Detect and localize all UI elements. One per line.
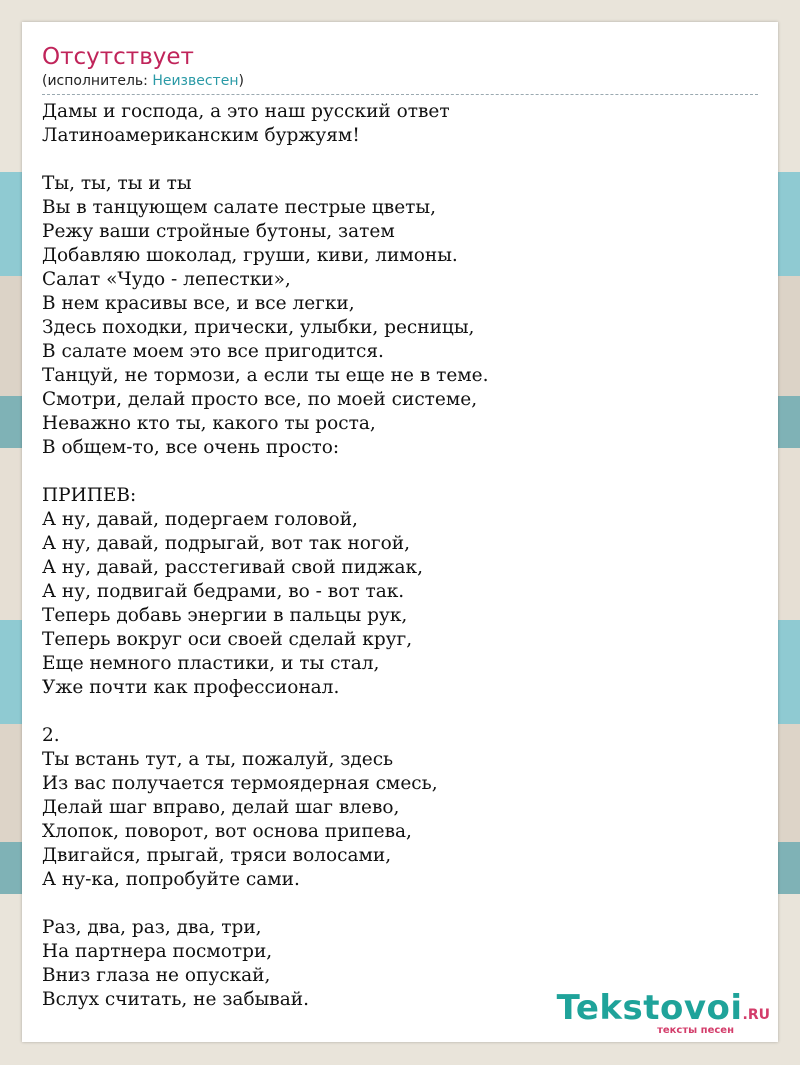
lyric-line: Еще немного пластики, и ты стал, (42, 653, 380, 674)
lyrics-text (42, 100, 758, 1012)
lyric-line (42, 892, 758, 916)
lyric-line: В общем-то, все очень просто: (42, 437, 340, 458)
lyric-line (42, 460, 758, 484)
artist-suffix: ) (238, 73, 244, 89)
lyric-line: Танцуй, не тормози, а если ты еще не в теме. (42, 365, 489, 386)
lyric-line: Из вас получается термоядерная смесь, (42, 773, 438, 794)
lyric-line: Ты встань тут, а ты, пожалуй, здесь (42, 749, 394, 770)
lyric-line (42, 700, 758, 724)
lyric-line: А ну, подвигай бедрами, во - вот так. (42, 581, 405, 602)
lyric-line: ПРИПЕВ: (42, 485, 137, 506)
artist-prefix: (исполнитель: (42, 73, 153, 89)
lyric-line (42, 148, 758, 172)
lyric-line: А ну-ка, попробуйте сами. (42, 869, 300, 890)
lyric-line: Латиноамериканским буржуям! (42, 125, 360, 146)
logo-tagline: тексты песен (657, 1025, 734, 1036)
lyric-line: Добавляю шоколад, груши, киви, лимоны. (42, 245, 458, 266)
lyric-line: Раз, два, раз, два, три, (42, 917, 262, 938)
lyrics-sheet (22, 22, 778, 1042)
lyric-line: Уже почти как профессионал. (42, 677, 340, 698)
lyric-line: В нем красивы все, и все легки, (42, 293, 355, 314)
lyric-line: А ну, давай, подергаем головой, (42, 509, 358, 530)
lyric-line: Режу ваши стройные бутоны, затем (42, 221, 395, 242)
lyric-line: Смотри, делай просто все, по моей системе, (42, 389, 478, 410)
lyric-line: Салат «Чудо - лепестки», (42, 269, 291, 290)
lyric-line: Ты, ты, ты и ты (42, 173, 192, 194)
lyric-line: Дамы и господа, а это наш русский ответ (42, 101, 450, 122)
lyric-line: Делай шаг вправо, делай шаг влево, (42, 797, 400, 818)
artist-line (42, 72, 758, 95)
lyric-line: Теперь вокруг оси своей сделай круг, (42, 629, 413, 650)
lyric-line: А ну, давай, расстегивай свой пиджак, (42, 557, 423, 578)
lyric-line: Теперь добавь энергии в пальцы рук, (42, 605, 408, 626)
song-title: Отсутствует (42, 44, 194, 70)
lyric-line: А ну, давай, подрыгай, вот так ногой, (42, 533, 410, 554)
lyric-line: Двигайся, прыгай, тряси волосами, (42, 845, 392, 866)
lyric-line: В салате моем это все пригодится. (42, 341, 384, 362)
logo-tld: .RU (742, 1007, 770, 1023)
lyric-line: Здесь походки, прически, улыбки, ресницы, (42, 317, 475, 338)
lyric-line: Неважно кто ты, какого ты роста, (42, 413, 376, 434)
lyric-line: Вслух считать, не забывай. (42, 989, 309, 1010)
lyric-line: 2. (42, 725, 60, 746)
logo-name: Tekstovoi (556, 988, 743, 1028)
song-header (42, 42, 758, 95)
site-logo[interactable] (556, 988, 770, 1036)
lyric-line: Хлопок, поворот, вот основа припева, (42, 821, 412, 842)
lyric-line: На партнера посмотри, (42, 941, 273, 962)
lyric-line: Вы в танцующем салате пестрые цветы, (42, 197, 437, 218)
lyric-line: Вниз глаза не опускай, (42, 965, 271, 986)
artist-link[interactable]: Неизвестен (152, 73, 239, 89)
